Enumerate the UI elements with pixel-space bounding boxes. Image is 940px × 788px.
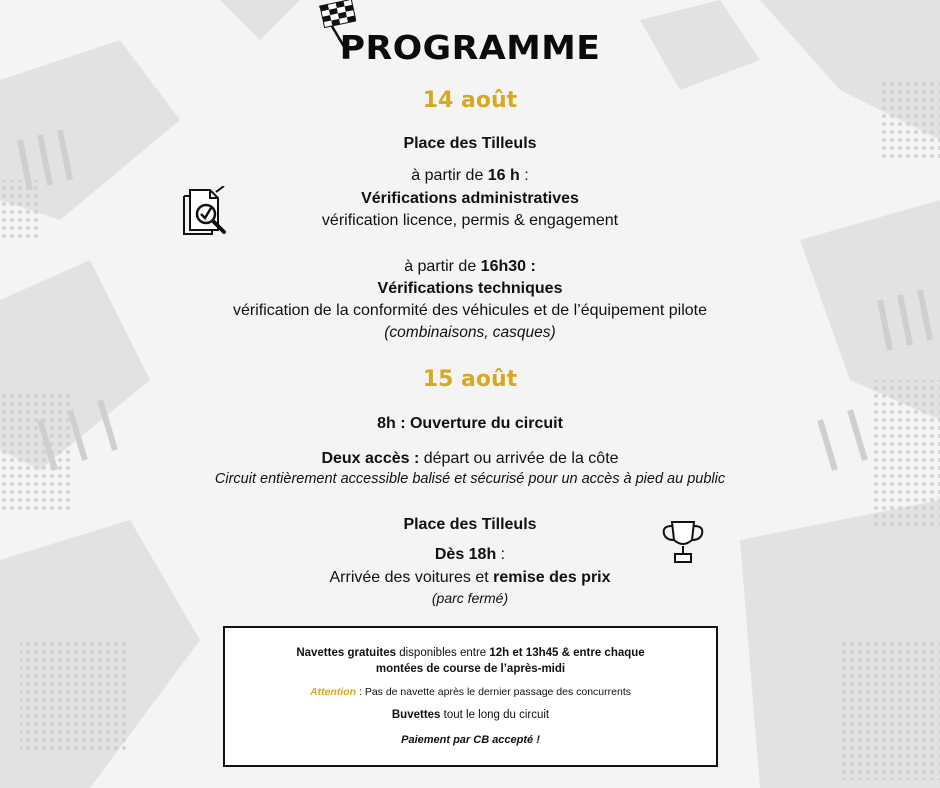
access-line	[0, 449, 940, 469]
document-check-icon	[180, 186, 236, 238]
bar-label: Buvettes	[391, 709, 441, 721]
day2-date: 15 août	[422, 367, 518, 392]
tech-title: Vérifications techniques	[377, 280, 563, 297]
prize-note: (parc fermé)	[431, 590, 509, 606]
tech-time-line	[0, 257, 940, 277]
day1-place: Place des Tilleuls	[403, 135, 537, 152]
admin-detail: vérification licence, permis & engagement	[321, 212, 619, 229]
shuttle-text: disponibles entre	[396, 647, 490, 659]
tech-detail: vérification de la conformité des véhicules et de l’équipement pilote	[232, 302, 708, 319]
payment-note: Paiement par CB accepté !	[401, 734, 540, 746]
shuttle-times-2: montées de course de l’après-midi	[375, 663, 566, 675]
tech-time-prefix: à partir de	[404, 258, 481, 275]
admin-time-prefix: à partir de	[411, 167, 488, 184]
access-note: Circuit entièrement accessible balisé et sécurisé pour un accès à pied au public	[214, 471, 726, 487]
page-title: PROGRAMME	[339, 28, 601, 67]
attention-label: Attention	[310, 686, 357, 698]
day1-date: 14 août	[422, 88, 518, 113]
access-label: Deux accès :	[321, 450, 420, 467]
bar-text: tout le long du circuit	[440, 709, 550, 721]
tech-note: (combinaisons, casques)	[384, 324, 556, 341]
prize-line	[0, 568, 940, 588]
prize-text: Arrivée des voitures et	[329, 569, 494, 586]
prize-time-line	[0, 545, 940, 565]
admin-time-line	[0, 166, 940, 186]
admin-title: Vérifications administratives	[361, 190, 579, 207]
prize-highlight: remise des prix	[493, 569, 611, 586]
info-box	[223, 626, 718, 767]
shuttle-label: Navettes gratuites	[296, 647, 397, 659]
shuttle-times: 12h et 13h45 & entre chaque	[489, 647, 645, 659]
shuttle-line	[225, 645, 716, 661]
attention-text: : Pas de navette après le dernier passage des concurrents	[356, 686, 631, 698]
day2-place: Place des Tilleuls	[403, 516, 537, 533]
admin-time: 16 h	[487, 167, 520, 184]
access-detail: départ ou arrivée de la côte	[419, 450, 619, 467]
prize-time-suffix: :	[496, 546, 506, 563]
tech-time: 16h30 :	[480, 258, 536, 275]
attention-line	[225, 684, 716, 700]
admin-time-suffix: :	[519, 167, 529, 184]
bar-line	[225, 707, 716, 723]
circuit-opening: 8h : Ouverture du circuit	[377, 415, 563, 432]
prize-time: Dès 18h	[434, 546, 497, 563]
